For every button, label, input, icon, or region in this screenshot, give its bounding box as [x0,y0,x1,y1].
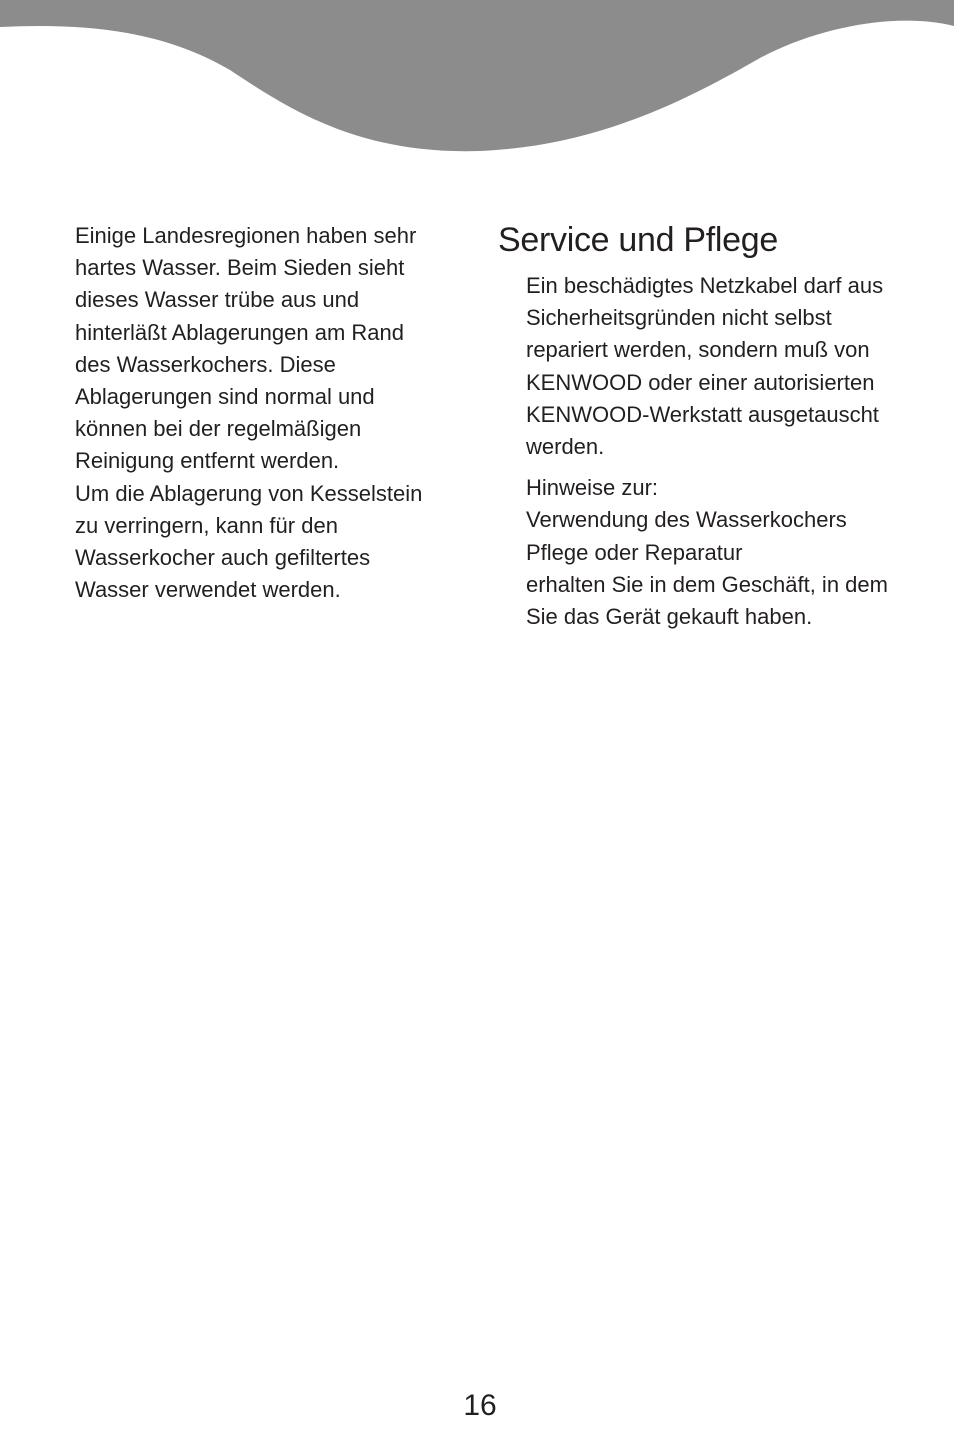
text-line: Verwendung des Wasserkochers [526,507,847,533]
text-line: Wasserkocher auch gefiltertes [75,545,371,571]
text-line: Sie das Gerät gekauft haben. [526,604,813,630]
text-line: KENWOOD oder einer autorisierten [526,369,875,395]
text-line: Hinweise zur: [526,475,659,501]
text-line: Sicherheitsgründen nicht selbst [526,305,832,331]
page-number: 16 [463,1389,497,1422]
text-line: hartes Wasser. Beim Sieden sieht [75,255,405,281]
text-line: repariert werden, sondern muß von [526,337,870,363]
text-line: Einige Landesregionen haben sehr [75,223,417,248]
text-line: Wasser verwendet werden. [75,577,341,603]
paragraph-filtered-water [75,478,460,607]
right-column [498,218,938,633]
text-line: des Wasserkochers. Diese [75,351,336,377]
text-line: zu verringern, kann für den [75,512,338,538]
section-title: Service und Pflege [498,221,778,259]
text-line: dieses Wasser trübe aus und [75,287,360,313]
paragraph-power-cable [526,270,938,463]
text-line: Um die Ablagerung von Kesselstein [75,480,423,506]
header-wave-decoration [0,0,954,160]
text-line: können bei der regelmäßigen [75,416,362,442]
text-line: Reinigung entfernt werden. [75,448,340,474]
text-line: KENWOOD-Werkstatt ausgetauscht [526,401,879,427]
section-body [526,270,938,633]
text-line: Ein beschädigtes Netzkabel darf aus [526,273,884,298]
text-line: Pflege oder Reparatur [526,539,743,565]
text-line: hinterläßt Ablagerungen am Rand [75,319,404,345]
text-line: erhalten Sie in dem Geschäft, in dem [526,571,888,597]
text-line: werden. [526,434,605,460]
paragraph-notes [526,472,938,633]
paragraph-hard-water [75,220,460,478]
text-line: Ablagerungen sind normal und [75,384,375,410]
left-column [75,220,460,606]
